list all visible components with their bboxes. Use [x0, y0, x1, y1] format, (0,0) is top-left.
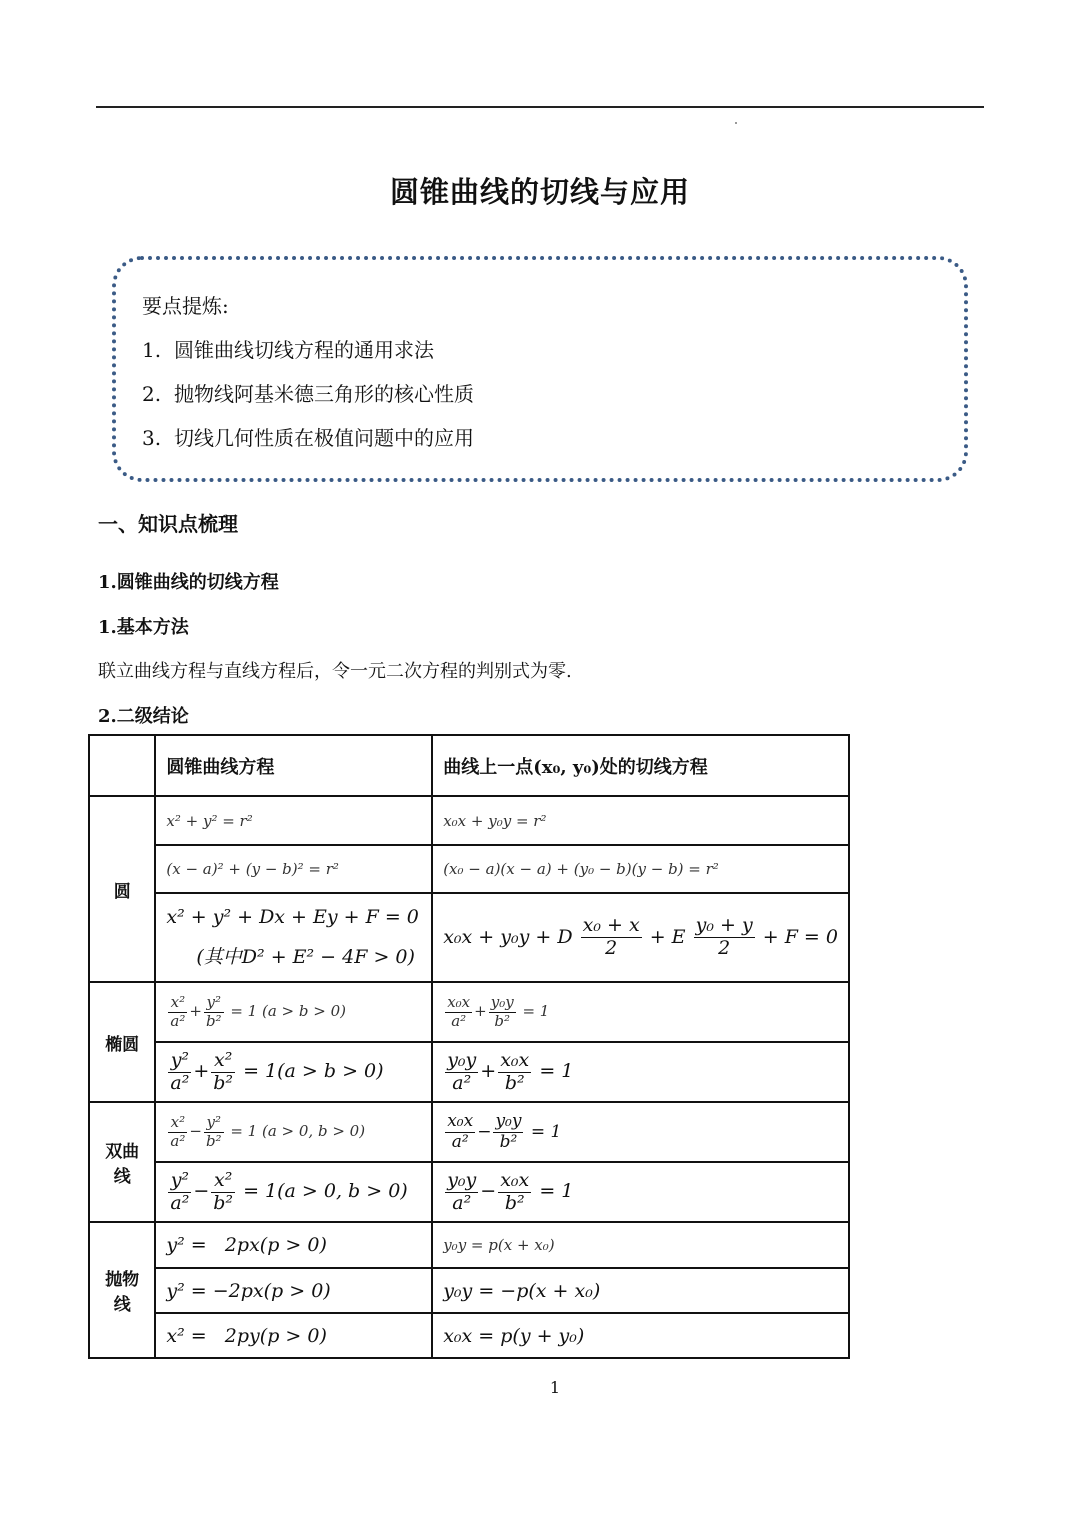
tangent-cell	[432, 982, 849, 1042]
equation: y² = 2px(p > 0)	[166, 1234, 327, 1256]
keypoint-number: 1.	[142, 338, 162, 362]
equation: (x − a)² + (y − b)² = r²	[166, 860, 339, 878]
fraction	[694, 915, 755, 960]
table-row	[89, 1313, 849, 1358]
tangent-cell	[432, 1268, 849, 1313]
equation-part: = 1(a > b > 0)	[243, 1060, 384, 1082]
keypoint-text: 圆锥曲线切线方程的通用求法	[174, 338, 434, 362]
equation-part: = 1	[539, 1180, 574, 1202]
fraction	[489, 994, 516, 1030]
curve-cell	[155, 982, 432, 1042]
numerator: x²	[211, 1050, 235, 1073]
curve-cell	[155, 845, 432, 893]
tangent-cell	[432, 796, 849, 845]
denominator: a²	[170, 1131, 186, 1150]
tangent-cell	[432, 1162, 849, 1222]
fraction	[445, 1170, 478, 1215]
fraction	[498, 1170, 531, 1215]
subsubsection-heading: 2.二级结论	[98, 706, 189, 727]
table-row	[89, 796, 849, 845]
group-label: 双曲线	[89, 1102, 155, 1222]
keypoints-heading: 要点提炼:	[142, 294, 229, 318]
equation	[443, 1110, 562, 1152]
denominator: b²	[499, 1131, 518, 1152]
denominator: b²	[504, 1071, 525, 1094]
fraction	[498, 1050, 531, 1095]
numerator: x²	[168, 1114, 187, 1132]
table-row	[89, 1162, 849, 1222]
operator: +	[474, 1002, 487, 1020]
column-header: 曲线上一点(x₀, y₀)处的切线方程	[432, 735, 849, 796]
table-row	[89, 982, 849, 1042]
denominator: a²	[451, 1011, 467, 1030]
numerator: y²	[204, 1114, 224, 1132]
denominator: b²	[504, 1191, 525, 1214]
equation	[166, 1113, 366, 1150]
equation: x₀x = p(y + y₀)	[443, 1324, 585, 1347]
operator: −	[193, 1180, 210, 1202]
denominator: a²	[451, 1131, 469, 1152]
tangent-cell	[432, 1102, 849, 1162]
equation: (x₀ − a)(x − a) + (y₀ − b)(y − b) = r²	[443, 860, 719, 878]
numerator: x²	[211, 1170, 235, 1193]
equation: x₀x + y₀y = r²	[443, 811, 547, 830]
numerator: x₀x	[500, 1048, 530, 1071]
numerator: y₀y	[490, 993, 514, 1012]
numerator: y₀y	[495, 1110, 522, 1131]
fraction	[445, 1112, 475, 1152]
page-title: 圆锥曲线的切线与应用	[389, 175, 690, 209]
denominator: b²	[205, 1131, 222, 1150]
group-label: 椭圆	[89, 982, 155, 1102]
tangent-cell	[432, 845, 849, 893]
table-row	[89, 845, 849, 893]
keypoint-text: 切线几何性质在极值问题中的应用	[174, 426, 474, 450]
equation-part: x₀x + y₀y + D	[443, 925, 573, 948]
fraction	[168, 994, 187, 1030]
group-label: 圆	[89, 796, 155, 982]
equation: y² = −2px(p > 0)	[166, 1279, 331, 1302]
equation-part: + E	[649, 925, 686, 948]
fraction	[445, 1050, 478, 1095]
equation-part: + F = 0	[762, 925, 838, 948]
equation-part: = 1	[539, 1060, 574, 1082]
equation	[166, 1048, 384, 1094]
denominator: 2	[605, 937, 618, 959]
equation: x² = 2py(p > 0)	[166, 1324, 327, 1347]
equation	[166, 1168, 408, 1214]
numerator: y²	[168, 1050, 191, 1073]
curve-cell	[155, 1102, 432, 1162]
curve-cell	[155, 893, 432, 982]
equation-part: = 1(a > 0, b > 0)	[243, 1180, 408, 1202]
operator: −	[477, 1121, 492, 1142]
curve-cell	[155, 1222, 432, 1268]
method-text: 联立曲线方程与直线方程后，令一元二次方程的判别式为零.	[98, 661, 572, 682]
tangent-cell	[432, 1042, 849, 1102]
operator: +	[189, 1002, 202, 1020]
fraction	[445, 994, 472, 1030]
denominator: a²	[452, 1071, 472, 1094]
table-row	[89, 893, 849, 982]
table-row	[89, 1268, 849, 1313]
denominator: b²	[213, 1071, 234, 1094]
numerator: x²	[168, 994, 187, 1012]
numerator: x₀x	[500, 1168, 530, 1191]
operator: +	[480, 1060, 497, 1082]
numerator: y²	[204, 994, 224, 1012]
equation-part: = 1 (a > b > 0)	[230, 1002, 346, 1020]
denominator: a²	[170, 1011, 186, 1030]
keypoint-item	[142, 334, 434, 363]
denominator: a²	[452, 1191, 472, 1214]
subsubsection-heading: 1.基本方法	[98, 617, 189, 638]
equation-part: = 1	[530, 1121, 562, 1142]
header-rule	[96, 106, 984, 108]
numerator: x₀x	[447, 1110, 474, 1131]
fraction	[168, 1050, 191, 1095]
section-heading: 一、知识点梳理	[98, 512, 238, 536]
tangent-cell	[432, 893, 849, 982]
numerator: x₀ + x	[582, 914, 640, 937]
equation-part: = 1	[522, 1002, 550, 1020]
fraction	[204, 994, 224, 1030]
numerator: y²	[168, 1170, 191, 1193]
denominator: b²	[494, 1011, 511, 1030]
keypoints-box	[112, 256, 968, 482]
table-row	[89, 1222, 849, 1268]
fraction	[211, 1050, 235, 1095]
curve-cell	[155, 1313, 432, 1358]
denominator: a²	[170, 1071, 190, 1094]
group-label: 抛物线	[89, 1222, 155, 1358]
denominator: 2	[718, 937, 731, 959]
table-row	[89, 1042, 849, 1102]
curve-cell	[155, 1162, 432, 1222]
equation-part: = 1 (a > 0, b > 0)	[230, 1122, 366, 1140]
subsection-heading: 1.圆锥曲线的切线方程	[98, 572, 279, 593]
fraction	[204, 1114, 224, 1150]
curve-cell	[155, 1268, 432, 1313]
fraction	[168, 1114, 187, 1150]
equation: x² + y² + Dx + Ey + F = 0	[166, 906, 419, 928]
numerator: x₀x	[447, 993, 471, 1012]
equation	[443, 1048, 574, 1094]
fraction	[493, 1112, 523, 1152]
numerator: y₀y	[447, 1168, 477, 1191]
tangent-table	[88, 734, 850, 1359]
fraction	[168, 1170, 191, 1215]
keypoint-text: 抛物线阿基米德三角形的核心性质	[174, 382, 474, 406]
denominator: a²	[170, 1191, 190, 1214]
equation: x² + y² = r²	[166, 811, 253, 830]
fraction	[581, 915, 642, 960]
equation: y₀y = p(x + x₀)	[443, 1236, 555, 1254]
keypoint-number: 2.	[142, 382, 162, 406]
operator: +	[193, 1060, 210, 1082]
header-dot	[735, 122, 737, 124]
corner-cell	[89, 735, 155, 796]
fraction	[211, 1170, 235, 1215]
equation	[443, 1168, 574, 1214]
column-header: 圆锥曲线方程	[155, 735, 432, 796]
table-row	[89, 1102, 849, 1162]
operator: −	[480, 1180, 497, 1202]
table-header-row	[89, 735, 849, 796]
equation	[166, 993, 346, 1030]
operator: −	[189, 1122, 202, 1140]
keypoint-item	[142, 378, 474, 407]
equation	[443, 993, 550, 1030]
condition: (其中D² + E² − 4F > 0)	[196, 946, 415, 968]
keypoint-number: 3.	[142, 426, 162, 450]
tangent-cell	[432, 1222, 849, 1268]
tangent-cell	[432, 1313, 849, 1358]
page-number: 1	[549, 1378, 561, 1397]
denominator: b²	[205, 1011, 222, 1030]
keypoint-item	[142, 422, 474, 451]
equation: y₀y = −p(x + x₀)	[443, 1279, 601, 1302]
curve-cell	[155, 1042, 432, 1102]
equation	[443, 914, 838, 959]
numerator: y₀ + y	[695, 914, 753, 937]
curve-cell	[155, 796, 432, 845]
denominator: b²	[213, 1191, 234, 1214]
numerator: y₀y	[447, 1048, 477, 1071]
